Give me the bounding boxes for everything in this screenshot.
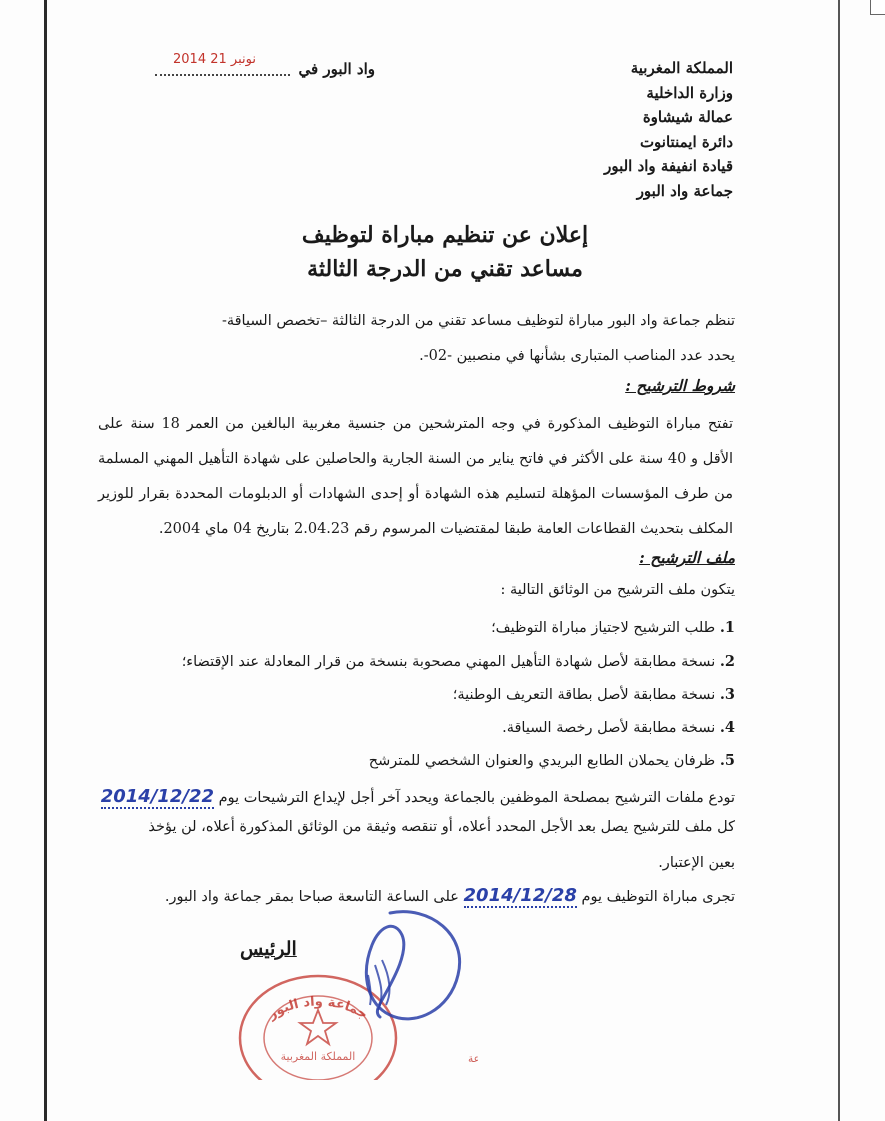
file-item-4: [135, 719, 735, 736]
seal-arc-text: جماعة واد البور: [265, 994, 371, 1023]
scan-left-edge: [44, 0, 47, 1121]
announcement-title: إعلان عن تنظيم مباراة لتوظيف: [301, 222, 589, 248]
header-line: قيادة انفيفة واد البور: [604, 157, 733, 175]
deadline-text: تودع ملفات الترشيح بمصلحة الموظفين بالجماعة ويحدد آخر أجل لإيداع الترشيحات يوم: [218, 790, 735, 806]
file-item-2: [135, 653, 735, 670]
file-item-1: [135, 619, 735, 636]
item-number: 3.: [719, 686, 735, 703]
signature-scribble: [320, 905, 470, 1030]
seal-role-label: عة: [468, 1053, 478, 1065]
item-number: 2.: [719, 653, 735, 670]
header-line: دائرة ايمنتانوت: [639, 132, 733, 151]
exam-prefix: تجرى مباراة التوظيف يوم: [581, 889, 735, 905]
item-number: 1.: [719, 619, 735, 636]
date-place-label: واد البور في: [298, 60, 375, 78]
announcement-subtitle: مساعد تقني من الدرجة الثالثة: [307, 256, 583, 282]
president-label: الرئيس: [240, 938, 297, 960]
handwritten-signature: [320, 905, 470, 1030]
seal-center-text: المملكة المغربية: [280, 1050, 356, 1063]
item-text: نسخة مطابقة لأصل رخصة السياقة.: [502, 720, 716, 736]
deadline-handwritten-date: 2014/12/22: [100, 786, 215, 807]
deadline-line: [55, 786, 735, 807]
file-item-5: [135, 752, 735, 769]
date-line: [155, 52, 375, 82]
exam-handwritten-date: 2014/12/28: [463, 885, 577, 906]
item-text: نسخة مطابقة لأصل بطاقة التعريف الوطنية؛: [452, 687, 716, 703]
scan-right-edge: [838, 0, 840, 1121]
header-line: وزارة الداخلية: [646, 83, 733, 102]
late-file-notice-end: بعين الإعتبار.: [658, 855, 735, 871]
item-text: ظرفان يحملان الطابع البريدي والعنوان الشخصي للمترشح: [368, 753, 716, 769]
administrative-header: [473, 56, 733, 203]
header-line: جماعة واد البور: [636, 181, 733, 200]
intro-line-2: يحدد عدد المناصب المتبارى بشأنها في منصبين -02-.: [419, 348, 735, 364]
header-line: المملكة المغربية: [630, 59, 733, 77]
conditions-text: تفتح مباراة التوظيف المذكورة في وجه المترشحين من جنسية مغربية البالغين من العمر 18 سنة على الأقل و 40 سنة على الأكثر في فاتح يناير من السنة الجارية والحاصلين على شهادة التأهيل المهني المسلمة من طرف المؤسسات المؤهلة لتسليم هذه الشهادة أو إحدى الشهادات أو الدبلومات المحددة بقرار للوزير المكلف بتحديث القطاعات العامة طبقا لمقتضيات المرسوم رقم 2.04.23 بتاريخ 04 ماي 2004.: [98, 416, 733, 537]
exam-suffix: على الساعة التاسعة صباحا بمقر جماعة واد البور.: [164, 889, 459, 905]
late-file-notice: كل ملف للترشيح يصل بعد الأجل المحدد أعلاه، أو تنقصه وثيقة من الوثائق المذكورة أعلاه، لن يؤخذ: [148, 819, 735, 835]
exam-line: [95, 885, 735, 906]
conditions-heading: شروط الترشيح :: [625, 376, 735, 395]
file-intro: يتكون ملف الترشيح من الوثائق التالية :: [500, 582, 735, 598]
item-text: طلب الترشيح لاجتياز مباراة التوظيف؛: [491, 620, 716, 636]
item-text: نسخة مطابقة لأصل شهادة التأهيل المهني مصحوبة بنسخة من قرار المعادلة عند الإقتضاء؛: [181, 654, 716, 670]
file-item-3: [135, 686, 735, 703]
file-heading: ملف الترشيح :: [639, 548, 735, 567]
item-number: 5.: [719, 752, 735, 769]
header-line: عمالة شيشاوة: [642, 108, 733, 126]
item-number: 4.: [719, 719, 735, 736]
date-stamp: 2014 نونبر 21: [173, 52, 256, 67]
intro-line-1: تنظم جماعة واد البور مباراة لتوظيف مساعد تقني من الدرجة الثالثة –تخصص السياقة-: [221, 313, 735, 329]
scan-corner-mark: [870, 0, 885, 15]
